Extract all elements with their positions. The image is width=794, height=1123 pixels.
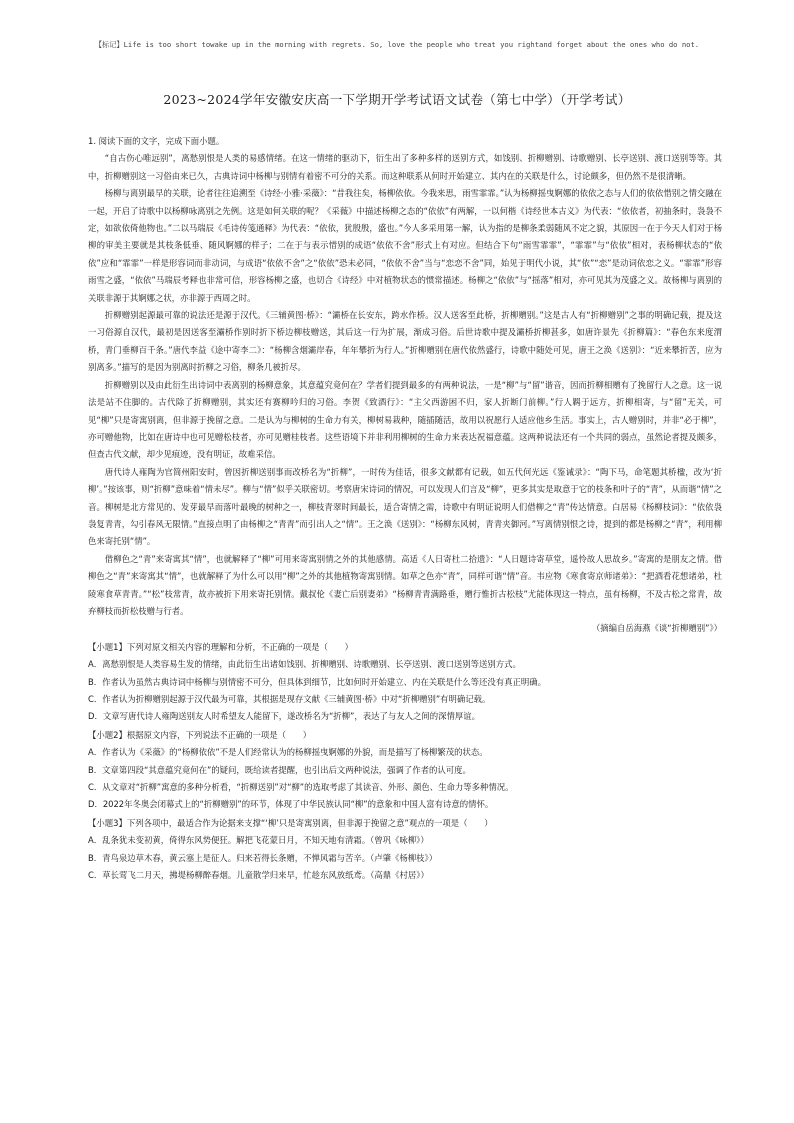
passage-paragraph: 借柳色之“青”来寄寓其“情”，也就解释了“柳”可用来寄寓别情之外的其他感情。高适《人日寄杜二拾遗》：“人日题诗寄草堂，遥怜故人思故乡。”寄寓的是朋友之情。借柳色之“青”来寄寓其“情”，也就解释了为什么可以用“柳”之外的其他植物寄寓别情。如草之色亦“青”，同样可谐“情”音。韦应物《寒食寄京师诸弟》：“把酒看花想诸弟，杜陵寒食草青青。”“松”枝常青，故亦被折下用来寄托别情。戴叔伦《妻亡后别妻弟》“杨柳青青满路垂，赠行惟折古松枝”尤能体现这一特点，虽有杨柳，不及古松之常青，故弃柳枝而折松枝赠与行者。 <box>88 553 722 616</box>
instruction: 1. 阅读下面的文字，完成下面小题。 <box>88 136 225 146</box>
question-option: C．草长莺飞二月天，拂堤杨柳醉春烟。儿童散学归来早，忙趁东风放纸鸢。（高鼎《村居》） <box>88 870 429 881</box>
question-stem: 【小题2】根据原文内容，下列说法不正确的一项是（ ） <box>88 729 312 740</box>
question-option: A．作者认为《采薇》的“杨柳依依”不是人们经常认为的杨柳摇曳婀娜的外貌，而是描写了杨柳繁茂的状态。 <box>88 747 488 758</box>
question-option: B．文章第四段“其意蕴究竟何在”的疑问，既给读者提醒，也引出后文两种说法，强调了作者的认可度。 <box>88 764 471 775</box>
passage-paragraph: 唐代诗人雍陶为官简州阳安时，曾因折柳送别事而改桥名为“折柳”，一时传为佳话，很多文献都有记载，如五代何光远《鉴诫录》：“陶下马，命笔题其桥楹，改为‘折柳’。”按该事，则“折柳”意味着“情未尽”。柳与“情”似乎关联密切。考察唐宋诗词的情况，可以发现人们言及“柳”，更多其实是取意于它的枝条和叶子的“青”，从而谐“情”之音。柳树是北方常见的、发芽最早而落叶最晚的树种之一，柳枝青翠时间最长，适合寄情之需，诗歌中有明证说明人们借柳之“青”传达情意。白居易《杨柳枝词》：“依依袅袅复青青，勾引春风无限情。”直接点明了由杨柳之“青青”而引出人之“情”。王之涣《送别》：“杨柳东风树，青青夹御河。”写离情别恨之诗，提到的都是杨柳之“青”，利用柳色来寄托别“情”。 <box>88 466 722 547</box>
passage-paragraph: 折柳赠别以及由此衍生出诗词中表离别的杨柳意象，其意蕴究竟何在？学者们提到最多的有两种说法，一是“柳”与“留”谐音，因而折柳相赠有了挽留行人之意。这一说法是站不住脚的。古代除了折柳赠别，其实还有赛柳吟归的习俗。李贺《致酒行》：“主父西游困不归，家人折断门前柳。”行人羁于远方，折柳相寄，与“留”无关，可见“柳”只是寄寓别离，但非源于挽留之意。二是认为与柳树的生命力有关，柳树易栽种，随插随活，故用以祝愿行人适应他乡生活。事实上，古人赠别时，并非“必于柳”，亦可赠他物，比如在唐诗中也可见赠松枝者，亦可见赠桂枝者。这些语境下并非利用柳树的生命力来表达祝福意蕴。这两种说法还有一个共同的弱点，虽然论者提及颇多，但查古代文献，却少见痕迹，没有明证，故难采信。 <box>88 379 722 460</box>
question-option: D．文章写唐代诗人雍陶送别友人时希望友人能留下，遂改桥名为“折柳”，表达了与友人之间的深情厚谊。 <box>88 711 480 722</box>
question-option: B．作者认为虽然古典诗词中杨柳与别情密不可分，但具体到细节，比如何时开始建立、内在关联是什么等还没有真正明确。 <box>88 676 546 687</box>
question-option: C．作者认为折柳赠别起源于汉代最为可靠，其根据是现存文献《三辅黄图·桥》中对“折柳赠别”有明确记载。 <box>88 694 491 704</box>
question-option: A．乱条犹未变初黄，倚得东风势便狂。解把飞花蒙日月，不知天地有清霜。（曾巩《咏柳》） <box>88 835 429 846</box>
passage-paragraph: 折柳赠别起源最可靠的说法还是源于汉代。《三辅黄图·桥》：“灞桥在长安东，跨水作桥。汉人送客至此桥，折柳赠别。”这是古人有“折柳赠别”之事的明确记载，提及这一习俗源自汉代，最初是因送客至灞桥作别时折下桥边柳枝赠送，其后这一行为扩展，渐成习俗。后世诗歌中提及灞桥折柳甚多，如唐许景先《折柳篇》：“春色东来度渭桥，青门垂柳百千条。”唐代李益《途中寄李二》：“杨柳含烟灞岸春，年年攀折为行人。”折柳赠别在唐代依然盛行，诗歌中随处可见，唐王之涣《送别》：“近来攀折苦，应为别离多。”描写的是因为别离时折柳之习俗，柳条几被折尽。 <box>88 310 722 373</box>
question-option: A．离愁别恨是人类容易生发的情绪，由此衍生出诸如饯别、折柳赠别、诗歌赠别、长亭送别、渡口送别等送别方式。 <box>88 659 521 670</box>
question-stem: 【小题1】下列对原文相关内容的理解和分析，不正确的一项是（ ） <box>88 641 353 652</box>
passage-paragraph: 杨柳与离别最早的关联，论者往往追溯至《诗经·小雅·采薇》：“昔我往矣，杨柳依依。今我来思，雨雪霏霏。”认为杨柳摇曳婀娜的依依之态与人们的依依惜别之情交融在一起，开启了诗歌中以杨柳咏离别之先例。这是如何关联的呢？《采薇》中描述杨柳之态的“依依”有两解，一以何楷《诗经世本古义》为代表：“依依者，初抽条时，袅袅不定，如欲依倚他物也。”二以马瑞辰《毛诗传笺通释》为代表：“依依，犹殷殷，盛也。”今人多采用第一解，认为指的是柳条柔弱随风不定之貌，其原因一在于今天人们对于杨柳的审美主要就是其枝条低垂、随风婀娜的样子；二在于与表示惜别的成语“依依不舍”形式上有对应。但结合下句“雨雪霏霏”，“霏霏”与“依依”相对，表杨柳状态的“依依”应和“霏霏”一样是形容词而非动词，与成语“依依不舍”之“依依”恐未必同，“依依不舍”当与“恋恋不舍”同，始见于明代小说，其“依”“恋”是动词依恋之义。“霏霏”形容雨雪之盛，“依依”马瑞辰考释也非常可信，形容杨柳之盛，也切合《诗经》中对植物状态的惯常描述。杨柳之“依依”与“摇落”相对，亦可见其为茂盛之义。故杨柳与离别的关联非源于其婀娜之状，亦非源于西周之时。 <box>88 188 722 303</box>
question-option: B．青鸟泉边草木春，黄云塞上是征人。归来若得长条赠，不惮风霜与苦辛。（卢肇《杨柳枝》） <box>88 852 438 863</box>
document-title: 2023~2024学年安徽安庆高一下学期开学考试语文试卷（第七中学）（开学考试） <box>163 92 631 107</box>
header-note: 【标记】Life is too short towake up in the morning with regrets. So, love the people who treat you rightand forget about the ones who do not. <box>94 40 700 49</box>
document-body <box>88 133 722 884</box>
passage-paragraph: “自古伤心唯远别”，离愁别恨是人类的易感情绪。在这一情绪的驱动下，衍生出了多种多样的送别方式，如饯别、折柳赠别、诗歌赠别、长亭送别、渡口送别等等。其中，折柳赠别这一习俗由来已久，古典诗词中杨柳与别情有着密不可分的关系。而这种联系从何时开始建立、其内在的关联是什么，讨论颇多，但仍然不是很清晰。 <box>88 153 722 181</box>
question-stem: 【小题3】下列各项中，最适合作为论据来支撑“‘柳’只是寄寓别离，但非源于挽留之意”观点的一项是（ ） <box>88 817 493 828</box>
source-citation: （摘编自岳海燕《谈“折柳赠别”》） <box>591 623 722 634</box>
question-option: C．从文章对“折柳”寓意的多种分析看，“折柳送别”对“柳”的选取考虑了其读音、外形、颜色、生命力等多种情况。 <box>88 782 514 793</box>
question-option: D．2022年冬奥会闭幕式上的“折柳赠别”的环节，体现了中华民族认同“柳”的意象和中国人富有诗意的情怀。 <box>88 799 494 810</box>
